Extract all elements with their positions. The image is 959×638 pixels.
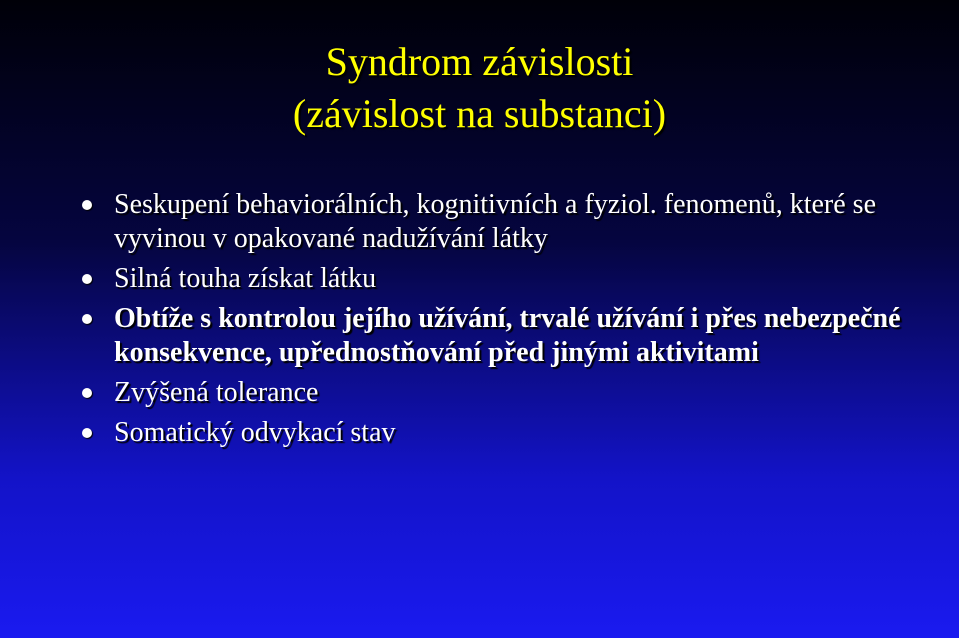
bullet-text: Seskupení behaviorálních, kognitivních a fyziol. fenomenů, které se vyvinou v opakované nadužívání látky bbox=[114, 189, 877, 254]
bullet-text: Zvýšená tolerance bbox=[114, 377, 319, 408]
bullet-icon bbox=[82, 314, 92, 324]
bullet-icon bbox=[82, 428, 92, 438]
title-line-1: Syndrom závislosti bbox=[325, 39, 634, 84]
bullet-icon bbox=[82, 200, 92, 210]
bullet-text: Somatický odvykací stav bbox=[114, 417, 396, 448]
bullet-item bbox=[82, 262, 932, 296]
slide-title bbox=[0, 36, 959, 140]
bullet-icon bbox=[82, 274, 92, 284]
bullet-item bbox=[82, 376, 932, 410]
bullet-item bbox=[82, 188, 932, 256]
bullet-item bbox=[82, 416, 932, 450]
bullet-text: Silná touha získat látku bbox=[114, 263, 377, 294]
bullet-item bbox=[82, 302, 932, 370]
bullet-list bbox=[82, 188, 932, 456]
bullet-icon bbox=[82, 388, 92, 398]
title-line-2: (závislost na substanci) bbox=[292, 91, 667, 136]
bullet-text: Obtíže s kontrolou jejího užívání, trvalé užívání i přes nebezpečné konsekvence, upřednostňování před jinými aktivitami bbox=[114, 303, 901, 368]
